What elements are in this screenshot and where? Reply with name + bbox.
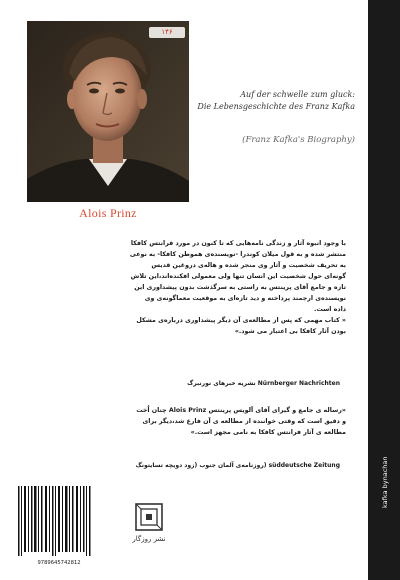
book-title bbox=[185, 89, 355, 113]
author-photo bbox=[27, 21, 189, 202]
paragraph-line: نویسنده‌ی ارجمند پرداخته و دید تازه‌ای به موقعیت معماگونه‌ی وی bbox=[144, 295, 346, 302]
quote-line: بودن آثار کافکا بی اعتبار می شود.» bbox=[234, 328, 346, 335]
paragraph-line: با وجود انبوه آثار و زندگی نامه‌هایی که تا کنون در مورد فرانتس کافکا bbox=[130, 240, 346, 247]
author-portrait-image bbox=[27, 21, 189, 202]
paragraph-line: گونه‌ای حول شخصیت این انسان تنها ولی معمولی افکنده‌اند،این تلاش bbox=[130, 273, 346, 280]
title-line: Auf der schwelle zum gluck: bbox=[240, 90, 355, 99]
quote-line: «رساله ی جامع و گیرای آقای آلویس پرینتس Alois Prinz چنان اُخت bbox=[136, 407, 346, 414]
publisher-name: نشر روزگار bbox=[132, 535, 166, 543]
description-paragraph bbox=[33, 238, 346, 337]
quote-line: مطالعه ی آثار فرانتس کافکا به نامی مجهز است.» bbox=[190, 429, 346, 436]
quote-line: و دقیق است که وقتی خواننده از مطالعه ی آن فارغ شد،دیگر برای bbox=[142, 418, 346, 425]
paragraph-line: داده است. bbox=[314, 306, 346, 313]
quote-line: « کتاب مهمی که پس از مطالعه‌ی آن دیگر پیشداوری درباره‌ی مشکل bbox=[136, 317, 346, 324]
title-line: Die Lebensgeschichte des Franz Kafka bbox=[197, 102, 355, 111]
quote-source: Nürnberger Nachrichten نشریه خبرهای نورنبرگ bbox=[187, 380, 340, 387]
review-quote bbox=[33, 405, 346, 438]
quote-source: süddeutsche Zeitung (روزنامه‌ی آلمان جنوب (زود دویچه تسایتونگ bbox=[135, 462, 340, 469]
paragraph-line: به تحریف شخصیت و آثار وی منجر شده و هاله‌ی دروغین قدیس bbox=[151, 262, 346, 269]
author-name: Alois Prinz bbox=[79, 206, 137, 220]
publisher-logo-icon bbox=[134, 502, 164, 532]
isbn-number: 9789645742812 bbox=[37, 560, 81, 566]
page-number-badge: ۱۴۶ bbox=[149, 27, 185, 38]
paragraph-line: منتشر شده و به قول میلان کوندرا -نویسنده‌ی هموطن کافکا- به نوعی bbox=[129, 251, 346, 258]
spine-label: kafka bynachan bbox=[381, 456, 389, 508]
paragraph-line: تازه و جامع آقای پرینتس به راستی به سرگذشت بدون پیشداوری این bbox=[134, 284, 346, 291]
book-subtitle: (Franz Kafka's Biography) bbox=[242, 135, 355, 145]
